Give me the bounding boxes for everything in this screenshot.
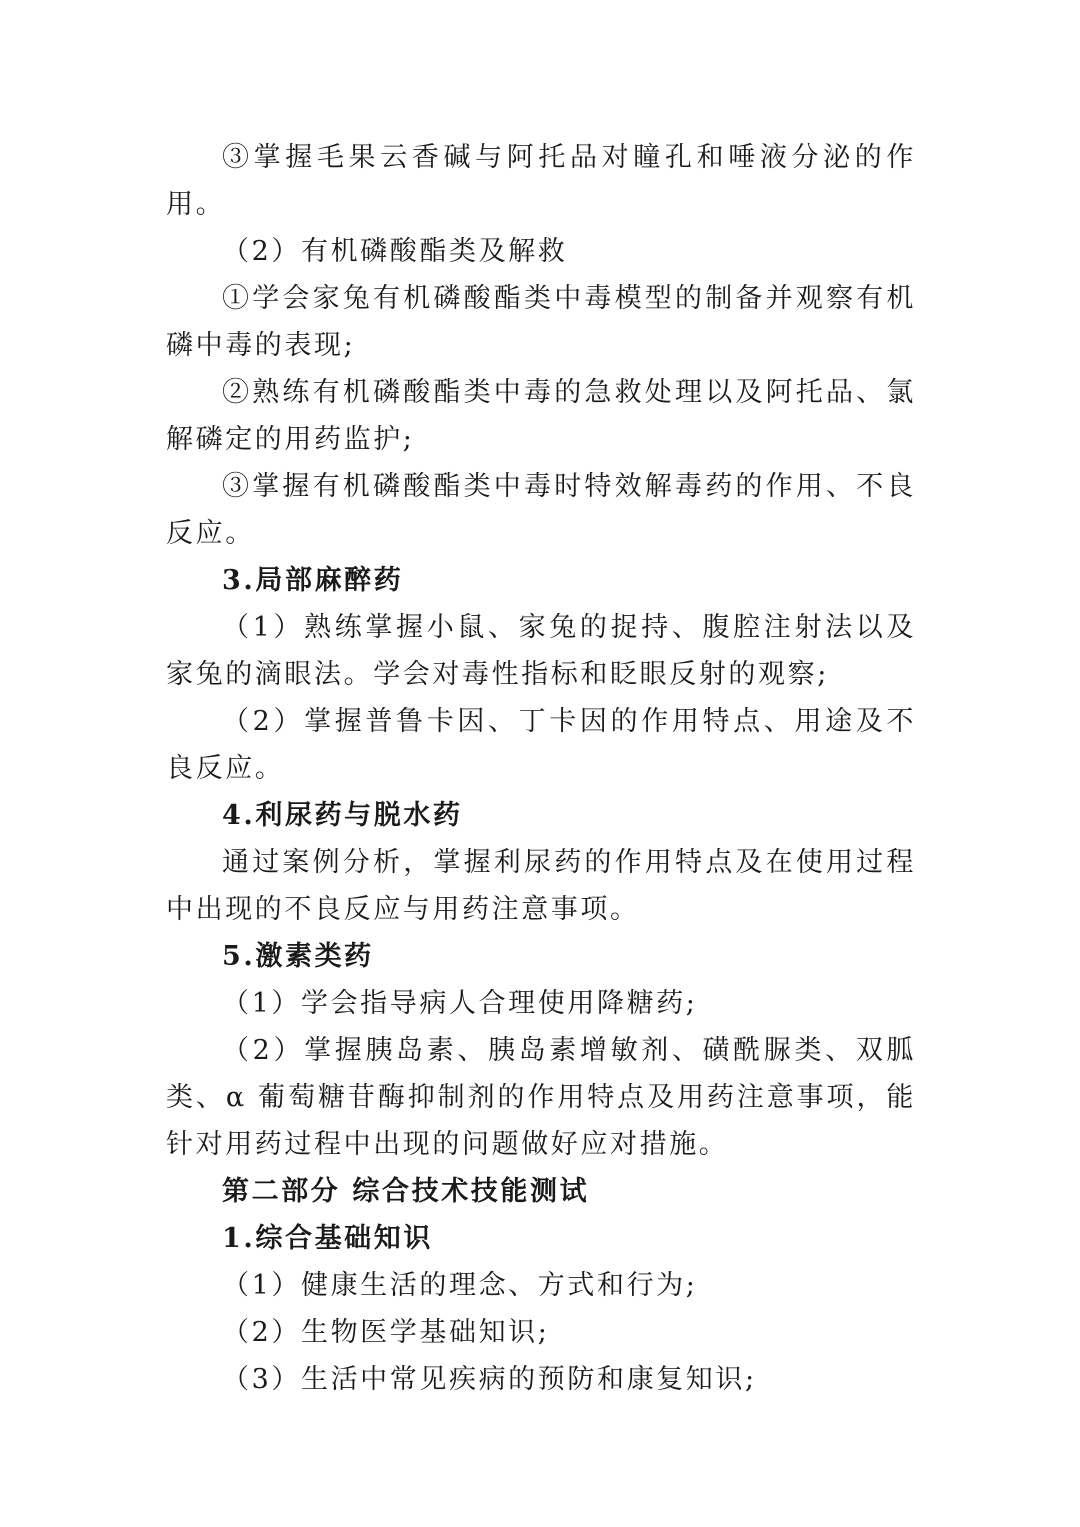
- section-heading: 5.激素类药: [222, 941, 374, 972]
- paragraph: （1）熟练掌握小鼠、家兔的捉持、腹腔注射法以及家兔的滴眼法。学会对毒性指标和眨眼反射的观察;: [166, 612, 916, 690]
- paragraph: 通过案例分析，掌握利尿药的作用特点及在使用过程中出现的不良反应与用药注意事项。: [166, 847, 916, 925]
- paragraph: ②熟练有机磷酸酯类中毒的急救处理以及阿托品、氯解磷定的用药监护;: [166, 377, 916, 455]
- paragraph: ③掌握毛果云香碱与阿托品对瞳孔和唾液分泌的作用。: [166, 142, 916, 220]
- paragraph: （2）生物医学基础知识;: [222, 1317, 550, 1348]
- section-heading: 3.局部麻醉药: [222, 565, 404, 596]
- paragraph: （1）学会指导病人合理使用降糖药;: [222, 988, 698, 1019]
- section-heading: 4.利尿药与脱水药: [222, 800, 463, 831]
- part-heading: 第二部分 综合技术技能测试: [222, 1176, 590, 1207]
- subsection-heading: （2）有机磷酸酯类及解救: [222, 236, 568, 267]
- paragraph: （1）健康生活的理念、方式和行为;: [222, 1270, 698, 1301]
- paragraph: ③掌握有机磷酸酯类中毒时特效解毒药的作用、不良反应。: [166, 471, 916, 549]
- paragraph: （3）生活中常见疾病的预防和康复知识;: [222, 1364, 757, 1395]
- paragraph: ①学会家兔有机磷酸酯类中毒模型的制备并观察有机磷中毒的表现;: [166, 283, 916, 361]
- paragraph: （2）掌握普鲁卡因、丁卡因的作用特点、用途及不良反应。: [166, 706, 916, 784]
- paragraph: （2）掌握胰岛素、胰岛素增敏剂、磺酰脲类、双胍类、α 葡萄糖苷酶抑制剂的作用特点及用药注意事项，能针对用药过程中出现的问题做好应对措施。: [166, 1035, 916, 1160]
- document-body: [166, 134, 916, 1403]
- section-heading: 1.综合基础知识: [222, 1223, 433, 1254]
